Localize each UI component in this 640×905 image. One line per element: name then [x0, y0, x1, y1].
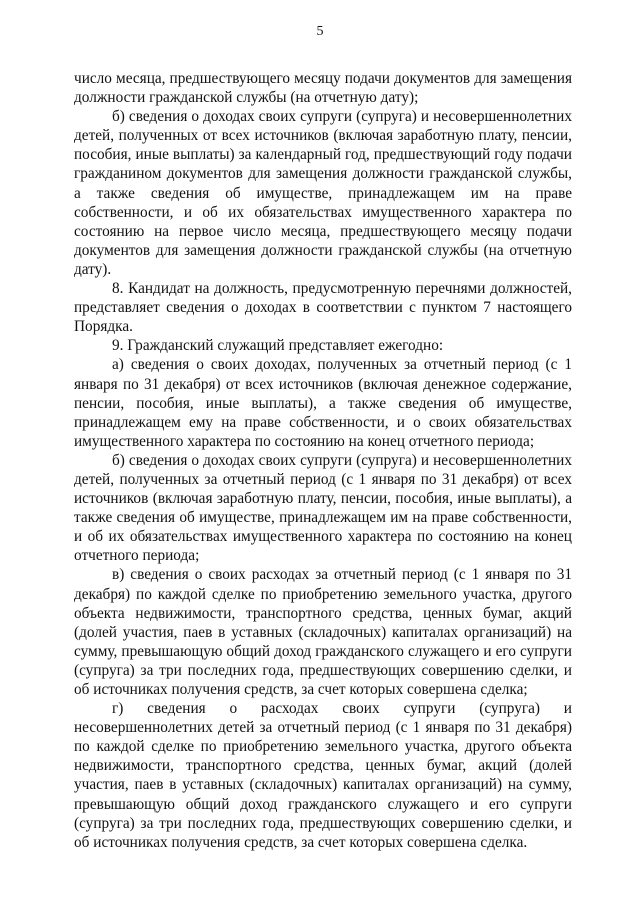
paragraph-9: 9. Гражданский служащий представляет ежегодно: [112, 337, 444, 355]
paragraph-9a: а) сведения о своих доходах, полученных за отчетный период (с 1 января по 31 декабря) от всех источников (включая денежное содержание, пенсии, пособия, иные выплаты), а также сведения об имуществе, принадлежащем ему на праве собственности, и о своих обязательствах имущественного характера по состоянию на конец отчетного периода; [74, 356, 572, 450]
paragraph-continuation: число месяца, предшествующего месяцу подачи документов для замещения должности гражданской службы (на отчетную дату); [74, 70, 572, 107]
paragraph-7b: б) сведения о доходах своих супруги (супруга) и несовершеннолетних детей, полученных от всех источников (включая заработную плату, пенсии, пособия, иные выплаты) за календарный год, предшествующий году подачи гражданином документов для замещения должности гражданской службы, а также сведения об имуществе, принадлежащем им на праве собственности, и об их обязательствах имущественного характера по состоянию на первое число месяца, предшествующего месяцу подачи документов для замещения должности гражданской службы (на отчетную дату). [74, 108, 572, 278]
page-number: 5 [316, 24, 324, 39]
document-body [74, 69, 572, 852]
paragraph-8: 8. Кандидат на должность, предусмотренную перечнями должностей, представляет сведения о доходах в соответствии с пунктом 7 настоящего Порядка. [74, 280, 572, 336]
paragraph-9g: г) сведения о расходах своих супруги (супруга) и несовершеннолетних детей за отчетный период (с 1 января по 31 декабря) по каждой сделке по приобретению земельного участка, другого объекта недвижимости, транспортного средства, ценных бумаг, акций (долей участия, паев в уставных (складочных) капиталах организаций) на сумму, превышающую общий доход гражданского служащего и его супруги (супруга) за три последних года, предшествующих совершению сделки, и об источниках получения средств, за счет которых совершена сделка. [74, 700, 572, 851]
paragraph-9v: в) сведения о своих расходах за отчетный период (с 1 января по 31 декабря) по каждой сделке по приобретению земельного участка, другого объекта недвижимости, транспортного средства, ценных бумаг, акций (долей участия, паев в уставных (складочных) капиталах организаций) на сумму, превышающую общий доход гражданского служащего и его супруги (супруга) за три последних года, предшествующих совершению сделки, и об источниках получения средств, за счет которых совершена сделка; [74, 566, 572, 698]
paragraph-9b: б) сведения о доходах своих супруги (супруга) и несовершеннолетних детей, полученных за отчетный период (с 1 января по 31 декабря) от всех источников (включая заработную плату, пенсии, пособия, иные выплаты), а также сведения об имуществе, принадлежащем им на праве собственности, и об их обязательствах имущественного характера по состоянию на конец отчетного периода; [74, 451, 572, 565]
